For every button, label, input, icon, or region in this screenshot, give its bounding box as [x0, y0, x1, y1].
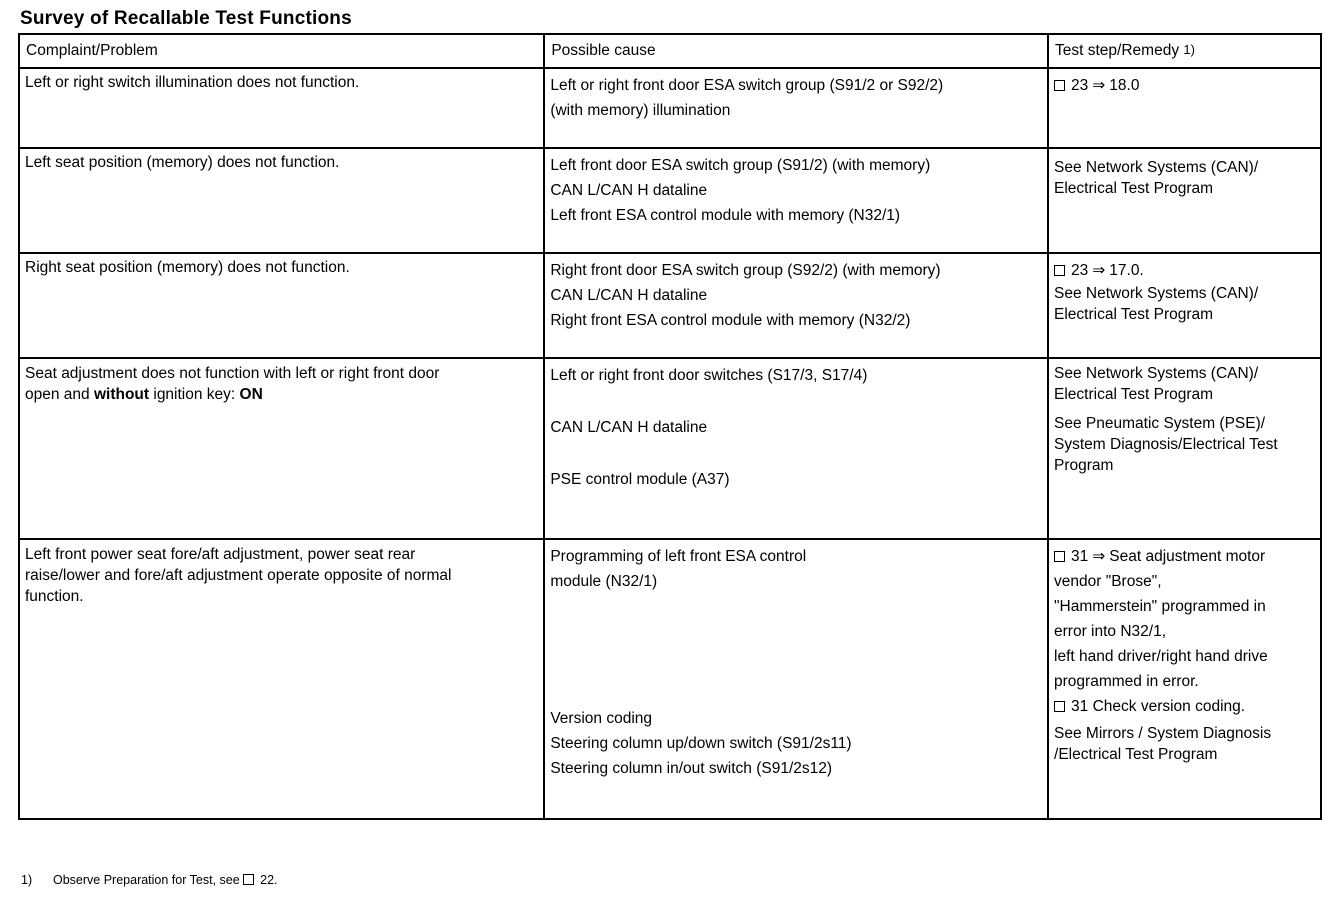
reference-box-icon	[1054, 80, 1065, 91]
ref-number: 23	[1071, 77, 1089, 94]
cause-line: Left front door ESA switch group (S91/2) (with memory)	[550, 157, 931, 174]
cause-line: Programming of left front ESA control	[550, 548, 807, 565]
remedy-cell	[1048, 358, 1321, 539]
table-header-row	[19, 34, 1321, 68]
header-cause: Possible cause	[544, 34, 1048, 68]
cause-line: CAN L/CAN H dataline	[550, 182, 708, 199]
table-row	[19, 253, 1321, 358]
ref-target: 17.0.	[1109, 262, 1144, 279]
ref-target: 18.0	[1109, 77, 1140, 94]
remedy-lead: Seat adjustment motor	[1109, 548, 1266, 565]
complaint-cell: Right seat position (memory) does not function.	[19, 253, 544, 358]
remedy-line: left hand driver/right hand drive	[1054, 648, 1268, 665]
remedy-cell	[1048, 539, 1321, 819]
footnote	[21, 873, 278, 887]
remedy-ref	[1054, 544, 1315, 569]
arrow-right-icon: ⇒	[1092, 77, 1106, 94]
cause-line: Version coding	[550, 710, 653, 727]
complaint-emphasis: ON	[239, 386, 263, 403]
complaint-cell	[19, 358, 544, 539]
cause-line: Left or right front door switches (S17/3, S17/4)	[550, 367, 868, 384]
reference-box-icon	[243, 874, 254, 885]
header-remedy-label: Test step/Remedy	[1055, 42, 1180, 59]
remedy-line: See Network Systems (CAN)/	[1054, 365, 1259, 382]
complaint-line	[25, 384, 538, 405]
cause-cell	[544, 253, 1048, 358]
reference-box-icon	[1054, 701, 1065, 712]
cause-cell	[544, 358, 1048, 539]
cause-cell	[544, 68, 1048, 148]
table-row	[19, 358, 1321, 539]
reference-box-icon	[1054, 551, 1065, 562]
remedy-line: Electrical Test Program	[1054, 306, 1214, 323]
complaint-emphasis: without	[93, 386, 150, 403]
footnote-marker: 1)	[1183, 42, 1195, 57]
cause-line: (with memory) illumination	[550, 102, 731, 119]
complaint-line: Seat adjustment does not function with left or right front door	[25, 365, 440, 382]
header-remedy	[1048, 34, 1321, 68]
remedy-line: programmed in error.	[1054, 673, 1199, 690]
cause-line: Steering column up/down switch (S91/2s11)	[550, 735, 852, 752]
remedy-line: vendor "Brose",	[1054, 573, 1162, 590]
cause-line: CAN L/CAN H dataline	[550, 287, 708, 304]
table-row	[19, 539, 1321, 819]
cause-line: PSE control module (A37)	[550, 471, 730, 488]
remedy-line: Electrical Test Program	[1054, 180, 1214, 197]
footnote-text: Observe Preparation for Test, see	[53, 873, 240, 887]
footnote-number: 1)	[21, 873, 33, 887]
cause-line: Right front door ESA switch group (S92/2) (with memory)	[550, 262, 941, 279]
complaint-text: open and	[25, 386, 94, 403]
remedy-lead: Check version coding.	[1092, 698, 1246, 715]
ref-number: 31	[1071, 698, 1089, 715]
remedy-line: See Network Systems (CAN)/	[1054, 285, 1259, 302]
remedy-ref	[1054, 694, 1315, 719]
cause-line: Left front ESA control module with memory (N32/1)	[550, 207, 901, 224]
complaint-text: ignition key:	[149, 386, 240, 403]
arrow-right-icon: ⇒	[1092, 262, 1106, 279]
ref-number: 31	[1071, 548, 1089, 565]
complaint-line: raise/lower and fore/aft adjustment operate opposite of normal	[25, 567, 452, 584]
footnote-ref: 22.	[260, 873, 278, 887]
remedy-cell	[1048, 148, 1321, 253]
remedy-ref	[1054, 258, 1315, 283]
cause-line: Right front ESA control module with memory (N32/2)	[550, 312, 911, 329]
remedy-cell	[1048, 253, 1321, 358]
header-complaint: Complaint/Problem	[19, 34, 544, 68]
ref-number: 23	[1071, 262, 1089, 279]
remedy-line: error into N32/1,	[1054, 623, 1167, 640]
remedy-line: Program	[1054, 457, 1114, 474]
complaint-cell: Left seat position (memory) does not function.	[19, 148, 544, 253]
cause-cell	[544, 148, 1048, 253]
remedy-ref	[1054, 73, 1315, 98]
remedy-line: See Mirrors / System Diagnosis	[1054, 725, 1272, 742]
remedy-cell	[1048, 68, 1321, 148]
table-row	[19, 148, 1321, 253]
reference-box-icon	[1054, 265, 1065, 276]
cause-line: Left or right front door ESA switch group (S91/2 or S92/2)	[550, 77, 944, 94]
cause-line: CAN L/CAN H dataline	[550, 419, 708, 436]
page-title: Survey of Recallable Test Functions	[20, 8, 352, 29]
complaint-cell	[19, 539, 544, 819]
cause-line: Steering column in/out switch (S91/2s12)	[550, 760, 833, 777]
remedy-line: System Diagnosis/Electrical Test	[1054, 436, 1278, 453]
remedy-line: /Electrical Test Program	[1054, 746, 1218, 763]
complaint-line: Left front power seat fore/aft adjustment, power seat rear	[25, 546, 416, 563]
remedy-line: Electrical Test Program	[1054, 386, 1214, 403]
test-functions-table	[18, 33, 1322, 820]
remedy-line: "Hammerstein" programmed in	[1054, 598, 1266, 615]
remedy-line: See Network Systems (CAN)/	[1054, 159, 1259, 176]
table-row	[19, 68, 1321, 148]
complaint-line: function.	[25, 588, 84, 605]
arrow-right-icon: ⇒	[1092, 548, 1106, 565]
cause-line: module (N32/1)	[550, 573, 658, 590]
complaint-cell: Left or right switch illumination does not function.	[19, 68, 544, 148]
cause-cell	[544, 539, 1048, 819]
remedy-line: See Pneumatic System (PSE)/	[1054, 415, 1266, 432]
